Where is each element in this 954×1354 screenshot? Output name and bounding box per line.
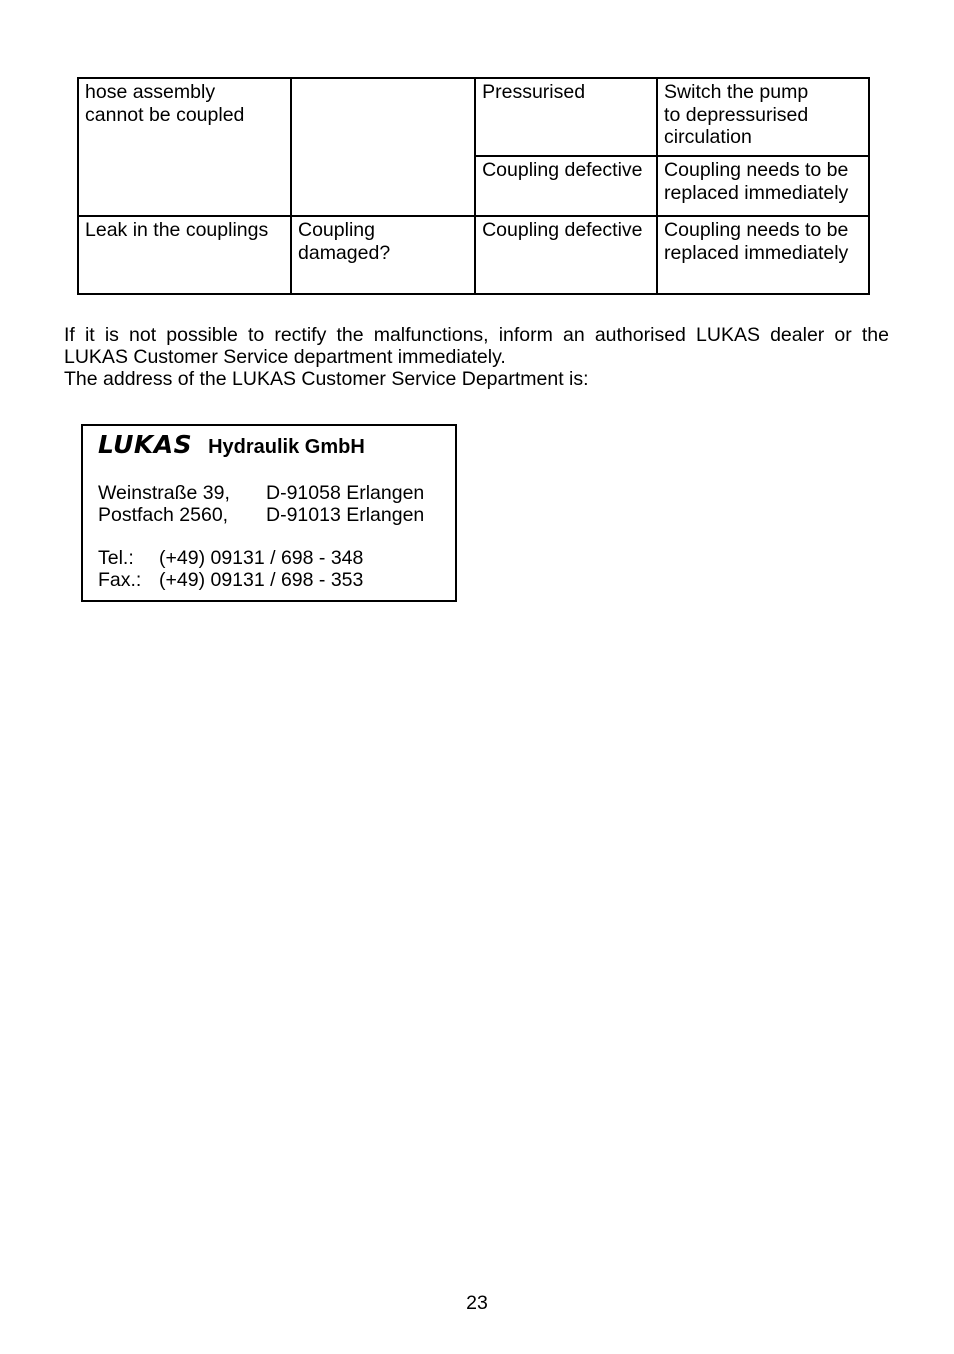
paragraph-line: If it is not possible to rectify the malfunctions, inform an authorised LUKAS dealer or the [64,324,889,346]
tel-label: Tel.: [98,547,134,569]
cause-text: Coupling [298,219,375,241]
fax-label: Fax.: [98,569,142,591]
remedy-text: Switch the pump [664,81,809,103]
cause-text: damaged? [298,241,391,264]
remedy-text: to depressurised [664,103,809,126]
service-paragraph [64,324,889,390]
street-address: Weinstraße 39, [98,482,230,504]
company-name: Hydraulik GmbH [208,436,365,458]
tel-number: (+49) 09131 / 698 - 348 [159,547,364,569]
remedy-text: replaced immediately [664,241,849,264]
cause-cell [291,216,475,294]
po-box-city: D-91013 Erlangen [266,504,425,526]
cause-cell [291,78,475,216]
condition-cell [475,156,657,216]
fax-number: (+49) 09131 / 698 - 353 [159,569,364,591]
condition-cell [475,78,657,156]
table-row [78,216,869,294]
paragraph-line: LUKAS Customer Service department immediately. [64,346,506,368]
troubleshooting-table [77,77,870,295]
contact-numbers [98,547,363,591]
remedy-cell [657,216,869,294]
condition-text: Coupling defective [482,159,643,181]
remedy-cell [657,156,869,216]
paragraph-line: The address of the LUKAS Customer Service Department is: [64,368,589,390]
remedy-text: replaced immediately [664,181,849,204]
remedy-text: circulation [664,126,752,148]
street-city: D-91058 Erlangen [266,482,425,504]
fault-text: cannot be coupled [85,103,245,126]
condition-cell [475,216,657,294]
fault-text: Leak in the couplings [85,219,269,241]
table-row [78,78,869,156]
lukas-logo: LUKAS [98,430,193,459]
remedy-cell [657,78,869,156]
remedy-text: Coupling needs to be [664,159,849,181]
po-box: Postfach 2560, [98,504,229,526]
page-number: 23 [466,1292,488,1314]
remedy-text: Coupling needs to be [664,219,849,241]
condition-text: Coupling defective [482,219,643,241]
fault-text: hose assembly [85,81,216,103]
fault-cell [78,216,291,294]
postal-address [98,482,424,526]
company-header [98,430,365,459]
address-box [81,424,457,602]
condition-text: Pressurised [482,81,586,103]
fault-cell [78,78,291,216]
